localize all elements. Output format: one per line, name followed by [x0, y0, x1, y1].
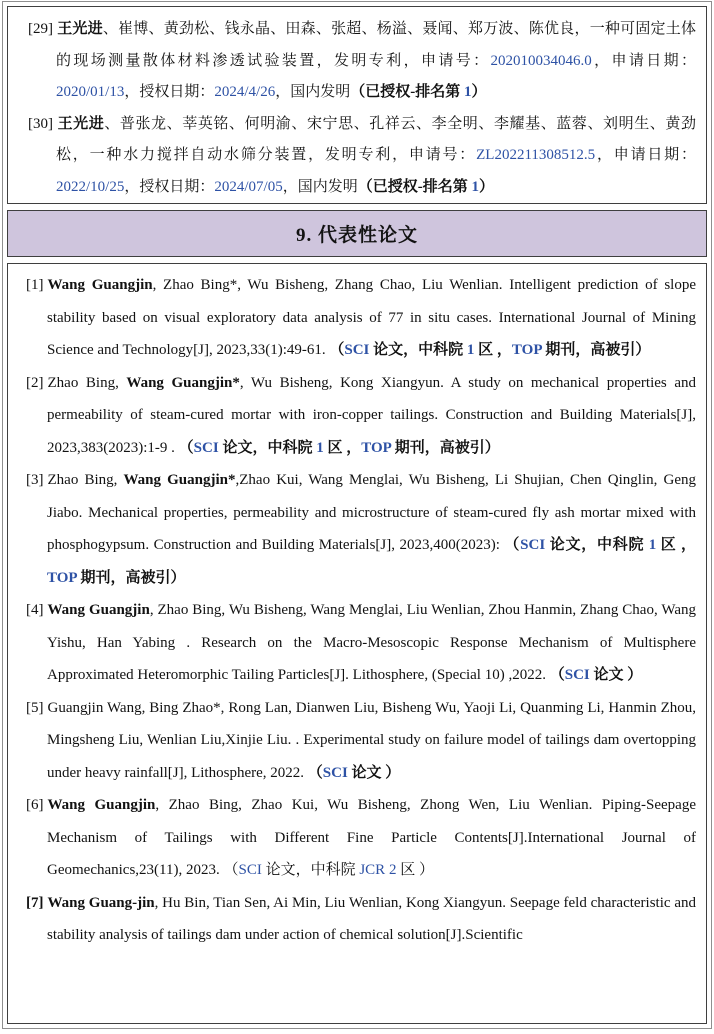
entry-number: [7] [26, 894, 44, 911]
entry-text-segment: Zhao Bing, [47, 472, 124, 488]
entry-text-segment: 1 [648, 537, 657, 553]
entry-number: [3] [26, 472, 44, 488]
entry-text-segment: （ [307, 764, 323, 781]
entry-text-segment: , Zhao Bing, Zhao Kui, Wu Bisheng, Zhong Wen, Liu Wenlian. Piping-Seepage Mechanism of Tailings with Different Fine Particle Contents[J].International Journal of Geomechanics,23(11), 2023. （ [47, 797, 696, 878]
entry-text-segment: TOP [511, 342, 542, 358]
entry-text-segment: 区 ， [474, 342, 512, 358]
entry-text-segment: Wang Guangjin [47, 277, 153, 293]
entry-text-segment: 2024/07/05 [214, 178, 283, 195]
entry-text-segment: （已授权-排名第 [350, 84, 461, 100]
entry-text-segment: 论文 ） [589, 667, 643, 683]
entry-number: [4] [26, 602, 44, 618]
entry-text-segment: 2020/01/13 [56, 84, 125, 100]
entry-text-segment: SCI [520, 537, 546, 553]
paper-entry [16, 367, 696, 465]
entry-text-segment: Wang Guangjin* [126, 374, 240, 391]
paper-entry [16, 464, 696, 594]
entry-text-segment: （ [504, 537, 521, 553]
entry-text-segment: （ [178, 439, 194, 456]
entry-text-segment: 区 ， [323, 439, 362, 456]
entry-text-segment: 1 [316, 439, 324, 456]
entry-number: [2] [26, 374, 44, 391]
entry-text-segment: , Hu Bin, Tian Sen, Ai Min, Liu Wenlian, Kong Xiangyun. Seepage feld characteristic and stability analysis of tailings dam under action of chemical solution[J].Scientific [47, 894, 696, 943]
paper-entry [16, 887, 696, 952]
entry-text-segment: 区 ） [396, 862, 434, 878]
entry-text-segment: 、崔博、黄劲松、钱永晶、田森、张超、杨溢、聂闻、郑万波、陈优良，一种可固定土体的现场测量散体材料渗透试验装置，发明专利，申请号： [56, 21, 696, 69]
entry-text-segment: ,Zhao Kui, Wang Menglai, Wu Bisheng, Li Shujian, Chen Qinglin, Geng Jiabo. Mechanical properties, permeability and microstructure of steam-cured fly ash mortar mixed with phosphogypsum. Construction and Building Materials[J], 2023,400(2023): [47, 472, 696, 553]
entry-text-segment: JCR 2 [359, 862, 397, 878]
entry-text-segment: 期刊，高被引） [541, 342, 651, 358]
entry-text-segment: 王光进 [57, 21, 103, 37]
entry-text-segment: 1 [466, 342, 475, 358]
entry-text-segment: TOP [47, 569, 77, 586]
entry-text-segment: 王光进 [57, 115, 105, 132]
entry-text-segment: SCI [193, 439, 219, 456]
patent-entry [18, 109, 696, 204]
entry-number: [1] [26, 277, 44, 293]
entry-text-segment: , Zhao Bing, Wu Bisheng, Wang Menglai, Liu Wenlian, Zhou Hanmin, Zhang Chao, Wang Yishu, Han Yabing . Research on the Macro-Mesoscopic Response Mechanism of Multisphere Approximated Heteromorphic Tailing Particles[J]. Lithosphere, (Special 10) ,2022. [47, 602, 696, 683]
entry-text-segment: 2022/10/25 [56, 178, 125, 195]
entry-text-segment: 期刊，高被引） [76, 569, 186, 586]
entry-text-segment: SCI [238, 862, 262, 878]
entry-text-segment: ZL202211308512.5 [476, 147, 596, 163]
entry-text-segment: , Wu Bisheng, Kong Xiangyun. A study on mechanical properties and permeability of steam-cured mortar with iron-copper tailings. Construction and Building Materials[J], 2023,383(2023):1-9 . [47, 374, 696, 456]
entry-text-segment: 1 [467, 178, 479, 195]
section-header-band [7, 210, 707, 257]
entry-text-segment: ） [478, 178, 494, 195]
entry-text-segment: Wang Guangjin [47, 797, 156, 813]
entry-text-segment: SCI [344, 342, 370, 358]
entry-text-segment: 、普张龙、莘英铭、何明渝、宋宁思、孔祥云、李全明、李耀基、蓝蓉、刘明生、黄劲松，一种水力搅拌自动水筛分装置，发明专利，申请号： [56, 115, 696, 163]
entry-number: [6] [26, 797, 44, 813]
entry-text-segment: 论文 ） [347, 764, 401, 781]
entry-text-segment: 论文，中科院 [545, 537, 649, 553]
entry-text-segment: （已授权-排名第 [357, 178, 468, 195]
entry-text-segment: Guangjin Wang, Bing Zhao*, Rong Lan, Dianwen Liu, Bisheng Wu, Yaoji Li, Quanming Li, Hanmin Zhou, Mingsheng Liu, Wenlian Liu,Xinjie Liu. . Experimental study on failure model of tailings dam overtopping under heavy rainfall[J], Lithosphere, 2022. [47, 699, 696, 781]
entry-text-segment: Zhao Bing, [47, 374, 127, 391]
patent-entry [18, 14, 696, 109]
entry-text-segment: 202010034046.0 [490, 52, 592, 69]
paper-entry [16, 594, 696, 692]
entry-text-segment: ，国内发明 [282, 178, 358, 195]
entry-text-segment: ） [471, 84, 487, 100]
entry-text-segment: 论文，中科院 [218, 439, 317, 456]
entry-text-segment: ，申请日期： [591, 52, 696, 69]
entry-text-segment: , Zhao Bing*, Wu Bisheng, Zhang Chao, Liu Wenlian. Intelligent prediction of slope stability based on visual exploratory data analysis of 77 in situ cases. International Journal of Mining Science and Technology[J], 2023,33(1):49-61. [47, 277, 696, 358]
paper-entry [16, 789, 696, 887]
entry-text-segment: Wang Guang-jin [47, 894, 155, 911]
paper-entry [16, 269, 696, 367]
entry-number: [29] [28, 21, 53, 37]
entry-text-segment: （ [549, 667, 565, 683]
entry-text-segment: （ [329, 342, 345, 358]
entry-text-segment: Wang Guangjin [47, 602, 150, 618]
entry-text-segment: ，授权日期： [124, 178, 215, 195]
entry-text-segment: 区 ， [656, 537, 696, 553]
paper-entry [16, 692, 696, 790]
entry-text-segment: 论文，中科院 [261, 862, 360, 878]
patents-section [7, 6, 707, 204]
entry-text-segment: 论文，中科院 [369, 342, 467, 358]
entry-text-segment: SCI [322, 764, 348, 781]
entry-number: [5] [26, 699, 44, 716]
entry-text-segment: TOP [361, 439, 391, 456]
entry-text-segment: 1 [460, 84, 472, 100]
entry-text-segment: Wang Guangjin* [123, 472, 236, 488]
entry-text-segment: ，国内发明 [275, 84, 351, 100]
entry-text-segment: 2024/4/26 [214, 84, 276, 100]
document-frame [2, 1, 712, 1029]
entry-text-segment: SCI [564, 667, 590, 683]
section-header: 9. 代表性论文 [295, 225, 418, 246]
entry-text-segment: 期刊，高被引） [390, 439, 500, 456]
entry-number: [30] [28, 115, 53, 132]
entry-text-segment: ，申请日期： [595, 147, 696, 163]
entry-text-segment: ，授权日期： [124, 84, 215, 100]
papers-section [7, 263, 707, 1024]
